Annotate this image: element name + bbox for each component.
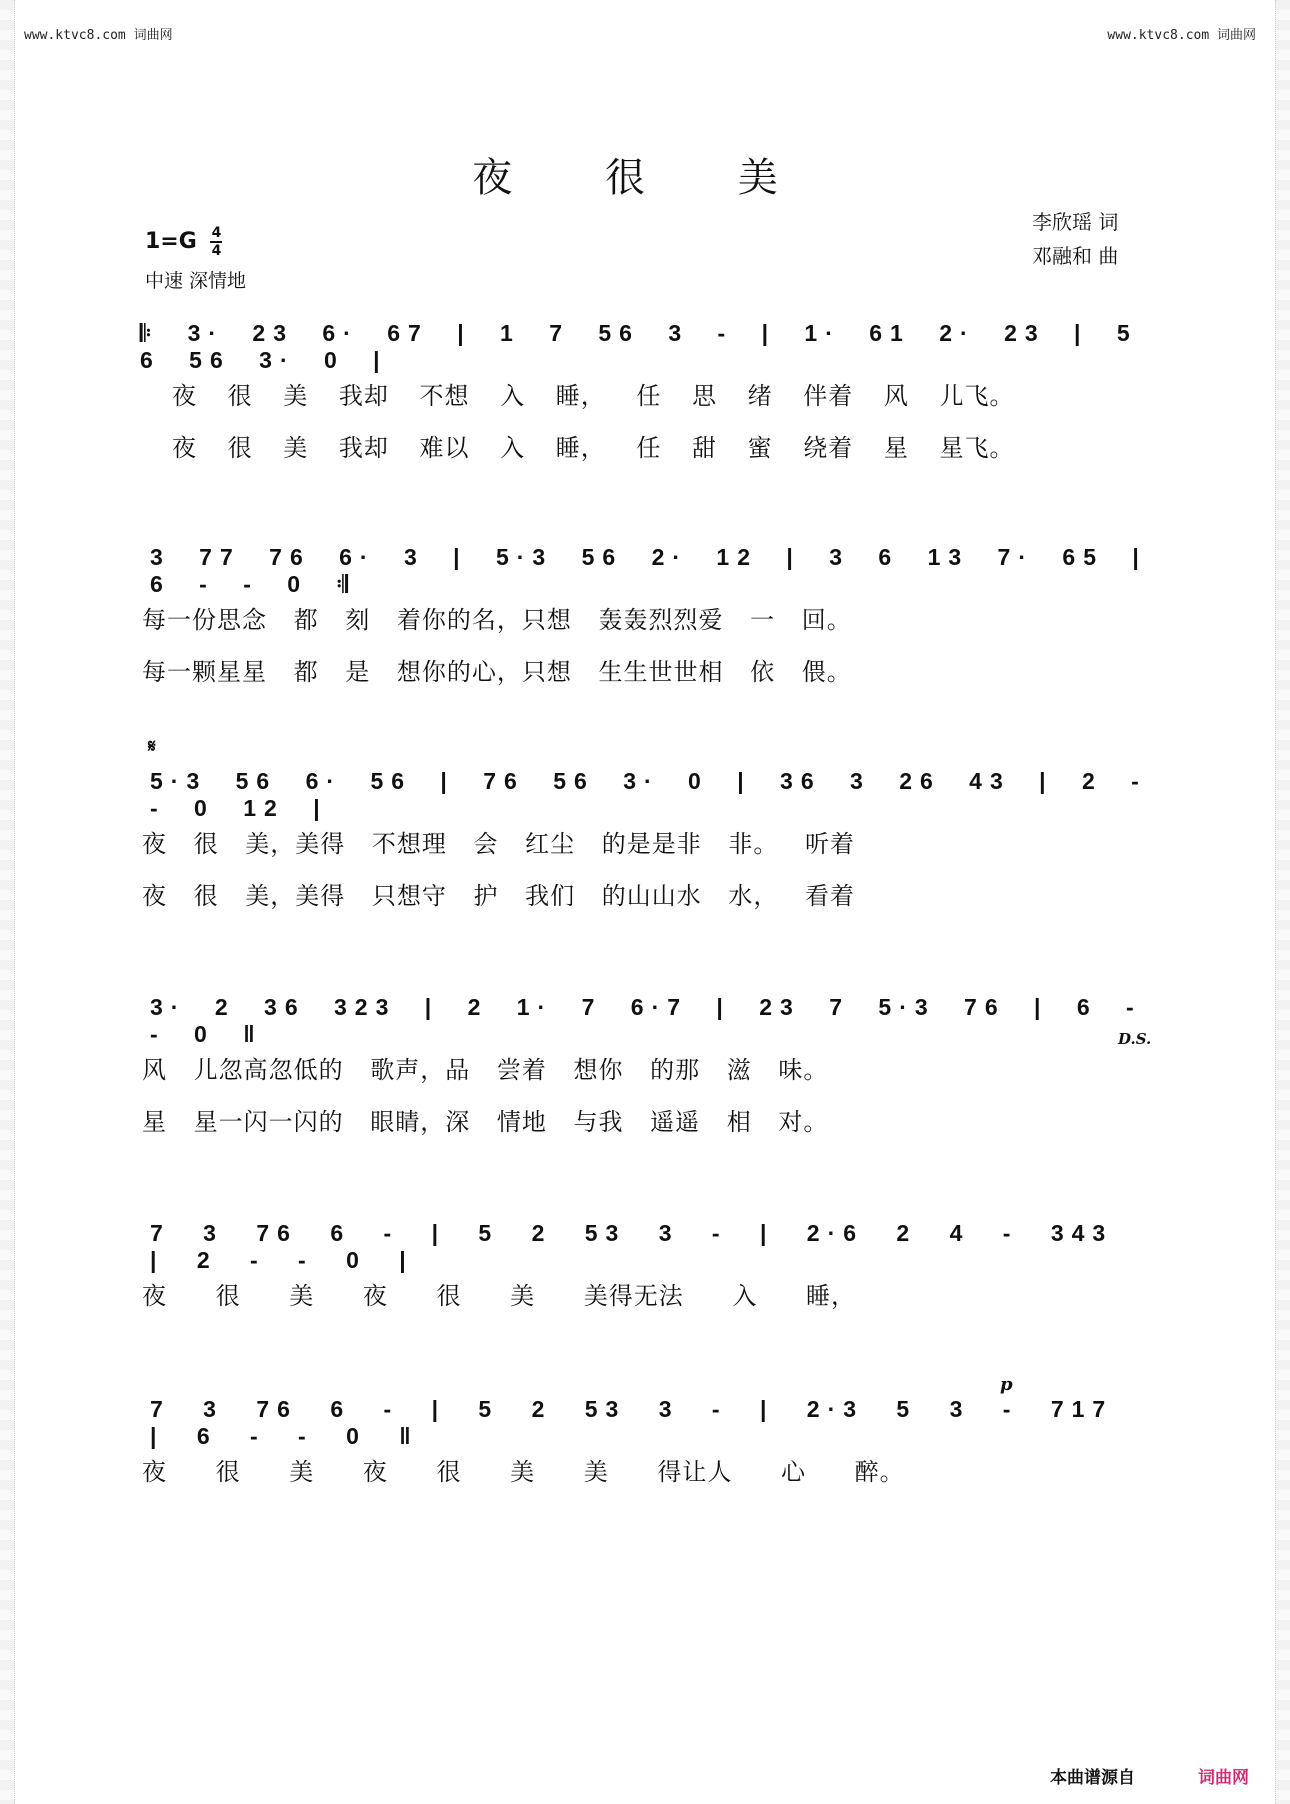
watermark-left: www.ktvc8.com 词曲网 bbox=[24, 28, 173, 43]
notation-text: 3 77 76 6· 3 | 5·3 56 2· 12 | 3 6 13 7· 65 | 6 - - 0 𝄇 bbox=[150, 544, 1147, 597]
notation-row bbox=[140, 536, 1150, 597]
lyric-line-2: 夜 很 美 我却 难以 入 睡， 任 甜 蜜 绕着 星 星飞。 bbox=[172, 434, 1015, 462]
notation-text: 𝄆 3· 23 6· 67 | 1 7 56 3 - | 1· 61 2· 23 | 5 6 56 3· 0 | bbox=[140, 320, 1138, 373]
notation-text: 3· 2 36 323 | 2 1· 7 6·7 | 23 7 5·3 76 | 6 - - 0 ‖ bbox=[150, 994, 1142, 1047]
composer: 邓融和 曲 bbox=[1032, 244, 1119, 268]
notation-text: 5·3 56 6· 56 | 76 56 3· 0 | 36 3 26 43 | 2 - - 0 12 | bbox=[150, 768, 1147, 821]
right-margin-watermark-strip bbox=[1275, 0, 1290, 1804]
notation-text: 7 3 76 6 - | 5 2 53 3 - | 2·6 2 4 - 343 | 2 - - 0 | bbox=[150, 1220, 1114, 1273]
dynamic-piano: p bbox=[1000, 1374, 1013, 1395]
ds-marking: D.S. bbox=[1118, 1030, 1152, 1048]
lyric-line-2: 每一颗星星 都 是 想你的心，只想 生生世世相 依 偎。 bbox=[142, 658, 852, 686]
lyric-line-1: 夜 很 美 我却 不想 入 睡， 任 思 绪 伴着 风 儿飞。 bbox=[172, 382, 1015, 410]
score-system-5 bbox=[140, 1212, 1150, 1310]
score-system-6 bbox=[140, 1374, 1150, 1486]
lyric-line-1: 夜 很 美，美得 不想理 会 红尘 的是是非 非。 听着 bbox=[142, 830, 856, 858]
tempo-marking: 中速 深情地 bbox=[145, 270, 247, 292]
lyric-line-1: 风 儿忽高忽低的 歌声，品 尝着 想你 的那 滋 味。 bbox=[142, 1056, 829, 1084]
left-margin-watermark-strip bbox=[0, 0, 15, 1804]
lyric-line-2: 夜 很 美，美得 只想守 护 我们 的山山水 水， 看着 bbox=[142, 882, 856, 910]
footer-source-label: 本曲谱源自 bbox=[1050, 1768, 1135, 1788]
time-top: 4 bbox=[211, 225, 222, 241]
lyricist: 李欣瑶 词 bbox=[1032, 210, 1119, 234]
notation-row bbox=[140, 986, 1152, 1048]
score-system-1 bbox=[140, 312, 1150, 462]
key-signature bbox=[145, 226, 222, 258]
time-signature bbox=[210, 226, 222, 258]
key-label: 1=G bbox=[145, 229, 197, 254]
score-system-2 bbox=[140, 536, 1150, 686]
notation-row bbox=[140, 1388, 1150, 1449]
lyric-line-2: 星 星一闪一闪的 眼睛，深 情地 与我 遥遥 相 对。 bbox=[142, 1108, 829, 1136]
footer-site-link[interactable]: 词曲网 bbox=[1198, 1768, 1249, 1788]
notation-row bbox=[140, 1212, 1150, 1273]
score-system-4 bbox=[140, 986, 1152, 1136]
watermark-right: www.ktvc8.com 词曲网 bbox=[1107, 28, 1256, 43]
song-title: 夜 很 美 bbox=[472, 155, 818, 201]
notation-row bbox=[140, 760, 1150, 821]
lyric-line-1: 夜 很 美 夜 很 美 美 得让人 心 醉。 bbox=[142, 1458, 905, 1486]
score-system-3 bbox=[140, 736, 1150, 910]
lyric-line-1: 每一份思念 都 刻 着你的名，只想 轰轰烈烈爱 一 回。 bbox=[142, 606, 852, 634]
time-bottom: 4 bbox=[211, 243, 222, 259]
lyric-line-1: 夜 很 美 夜 很 美 美得无法 入 睡， bbox=[142, 1282, 857, 1310]
notation-text: 7 3 76 6 - | 5 2 53 3 - | 2·3 5 3 - 717 | 6 - - 0 ‖ bbox=[150, 1396, 1114, 1449]
segno-sign: 𝄋 bbox=[148, 736, 156, 757]
notation-row bbox=[140, 312, 1150, 373]
